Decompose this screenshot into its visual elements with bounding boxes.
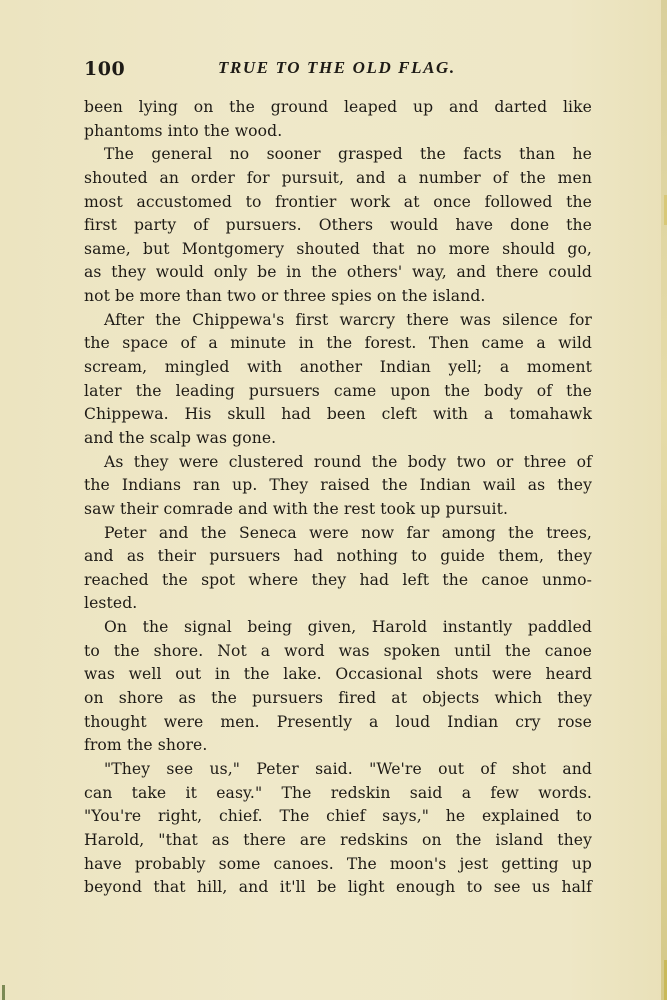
text-line: been lying on the ground leaped up and darted like <box>84 98 592 116</box>
text-line: first party of pursuers. Others would have done the <box>84 216 592 235</box>
text-line: "They see us," Peter said. "We're out of shot and <box>104 759 592 778</box>
page-edge <box>661 0 667 1000</box>
text-line: can take it easy." The redskin said a few words. <box>84 783 592 802</box>
text-line: Harold, "that as there are redskins on the island they <box>84 830 592 849</box>
text-line: saw their comrade and with the rest took up pursuit. <box>84 499 509 518</box>
text-line: As they were clustered round the body two or three of <box>104 452 592 471</box>
text-line: the space of a minute in the forest. Then came a wild <box>84 334 592 353</box>
page-edge-mark <box>2 985 5 1000</box>
page-number: 100 <box>84 58 126 80</box>
text-line: After the Chippewa's first warcry there was silence for <box>104 310 592 329</box>
body-text <box>84 96 592 900</box>
text-line: "You're right, chief. The chief says," he explained to <box>84 807 592 826</box>
text-line: scream, mingled with another Indian yell; a moment <box>84 358 592 377</box>
text-line: phantoms into the wood. <box>84 121 283 140</box>
text-line: beyond that hill, and it'll be light enough to see us half <box>84 878 592 897</box>
running-title: TRUE TO THE OLD FLAG. <box>218 58 456 77</box>
text-line: On the signal being given, Harold instantly paddled <box>104 618 592 637</box>
text-line: have probably some canoes. The moon's jest getting up <box>84 854 592 873</box>
text-line: and the scalp was gone. <box>84 428 277 447</box>
text-line: reached the spot where they had left the canoe unmo- <box>84 570 592 589</box>
text-line: was well out in the lake. Occasional shots were heard <box>84 665 592 684</box>
text-line: same, but Montgomery shouted that no more should go, <box>84 239 592 258</box>
text-line: thought were men. Presently a loud Indian cry rose <box>84 712 592 731</box>
text-line: as they would only be in the others' way, and there could <box>84 263 592 282</box>
page-header <box>84 58 594 84</box>
text-line: later the leading pursuers came upon the body of the <box>84 381 592 400</box>
text-line: Peter and the Seneca were now far among the trees, <box>104 523 592 542</box>
text-line: to the shore. Not a word was spoken until the canoe <box>84 641 592 660</box>
text-line: on shore as the pursuers fired at objects which they <box>84 689 592 708</box>
text-line: shouted an order for pursuit, and a number of the men <box>84 168 592 187</box>
text-line: most accustomed to frontier work at once followed the <box>84 192 592 211</box>
text-line: Chippewa. His skull had been cleft with a tomahawk <box>84 405 592 424</box>
text-line: and as their pursuers had nothing to guide them, they <box>84 547 592 566</box>
text-line: lested. <box>84 594 138 613</box>
text-line: The general no sooner grasped the facts than he <box>104 145 592 164</box>
text-line: the Indians ran up. They raised the Indian wail as they <box>84 476 592 495</box>
text-line: not be more than two or three spies on the island. <box>84 287 486 306</box>
text-line: from the shore. <box>84 736 208 755</box>
